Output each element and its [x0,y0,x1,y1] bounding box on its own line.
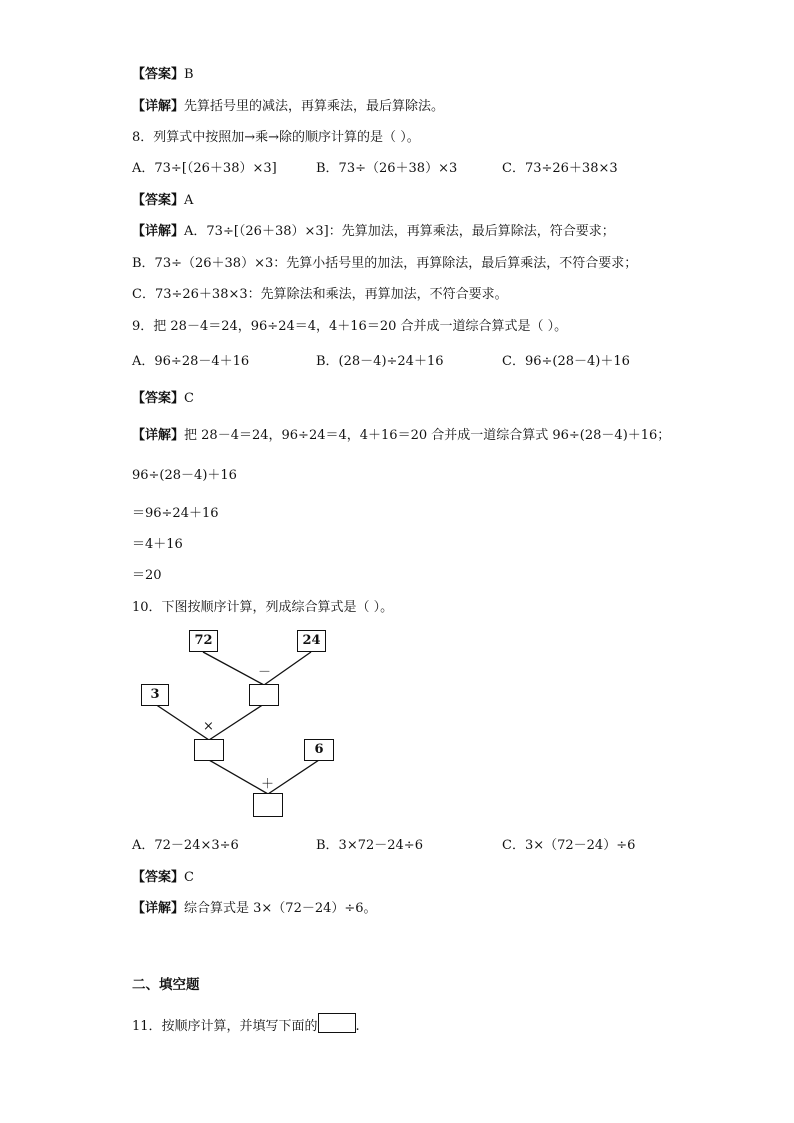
answer-label: 【答案】 [132,67,185,82]
diagram-box-24: 24 [297,630,326,652]
diagram-box-72: 72 [189,630,218,652]
detail-label: 【详解】 [132,428,185,443]
detail-label: 【详解】 [132,224,185,239]
q7-answer-value: B [184,67,194,82]
q11-tail: . [355,1019,360,1034]
q11-stem-text: 11．按顺序计算，并填写下面的 [132,1019,318,1034]
q10-option-b: B．3×72－24÷6 [316,838,423,853]
q8-answer-value: A [184,193,194,208]
q8-detail-line: A．73÷[（26＋38）×3]：先算加法，再算乘法，最后算除法，符合要求； [184,224,615,239]
connector-diff [209,704,264,740]
q9-answer [132,390,194,408]
diagram-box-product[interactable] [194,739,224,761]
answer-label: 【答案】 [132,870,185,885]
connector-72 [203,652,264,685]
q9-step-4: ＝20 [132,568,162,583]
q11-stem [132,1013,360,1036]
diagram-box-6: 6 [304,739,334,761]
answer-label: 【答案】 [132,193,185,208]
answer-blank-box[interactable] [318,1013,356,1033]
detail-label: 【详解】 [132,901,185,916]
detail-label: 【详解】 [132,99,185,114]
q9-step-3: ＝4＋16 [132,537,183,552]
q10-stem: 10．下图按顺序计算，列成综合算式是（ ）。 [132,600,394,615]
diagram-op-minus: － [258,665,272,680]
connector-3 [155,704,209,740]
q9-detail-text: 把 28－4＝24，96÷24＝4，4＋16＝20 合并成一道综合算式 96÷(28－4)＋16； [184,428,671,443]
connector-6 [268,760,319,794]
q10-option-c: C．3×（72－24）÷6 [502,838,636,853]
q9-stem: 9．把 28－4＝24，96÷24＝4，4＋16＝20 合并成一道综合算式是（ ）。 [132,319,568,334]
q8-detail-1 [132,223,615,241]
q10-detail [132,900,377,918]
q7-detail-text: 先算括号里的减法，再算乘法，最后算除法。 [184,99,445,114]
diagram-box-result[interactable] [253,793,283,817]
q10-detail-text: 综合算式是 3×（72－24）÷6。 [184,901,377,916]
q9-option-c: C．96÷(28－4)＋16 [502,354,630,369]
q7-answer [132,66,194,84]
q10-option-a: A．72－24×3÷6 [132,838,239,853]
q9-option-a: A．96÷28－4＋16 [132,354,250,369]
connector-product [209,760,268,794]
diagram-op-plus: ＋ [261,777,275,792]
q9-option-b: B．(28－4)÷24＋16 [316,354,444,369]
q9-detail [132,427,670,445]
diagram-op-times: × [203,719,214,734]
q8-detail-3: C．73÷26＋38×3：先算除法和乘法，再算加法，不符合要求。 [132,287,508,302]
q8-option-a: A．73÷[（26＋38）×3] [132,161,277,176]
section-title: 二、填空题 [132,977,200,993]
q9-step-1: 96÷(28－4)＋16 [132,468,237,483]
q10-answer [132,869,194,887]
q8-option-b: B．73÷（26＋38）×3 [316,161,458,176]
q8-stem: 8．列算式中按照加→乘→除的顺序计算的是（ ）。 [132,130,420,145]
q10-answer-value: C [184,870,194,885]
q8-answer [132,192,193,210]
q9-answer-value: C [184,391,194,406]
answer-label: 【答案】 [132,391,185,406]
q7-detail [132,98,444,116]
diagram-box-3: 3 [141,684,169,706]
q8-option-c: C．73÷26＋38×3 [502,161,618,176]
q9-step-2: ＝96÷24＋16 [132,506,219,521]
q8-detail-2: B．73÷（26＋38）×3：先算小括号里的加法，再算除法，最后算乘法，不符合要求； [132,256,638,271]
connector-24 [264,652,311,685]
diagram-box-difference[interactable] [249,684,279,706]
